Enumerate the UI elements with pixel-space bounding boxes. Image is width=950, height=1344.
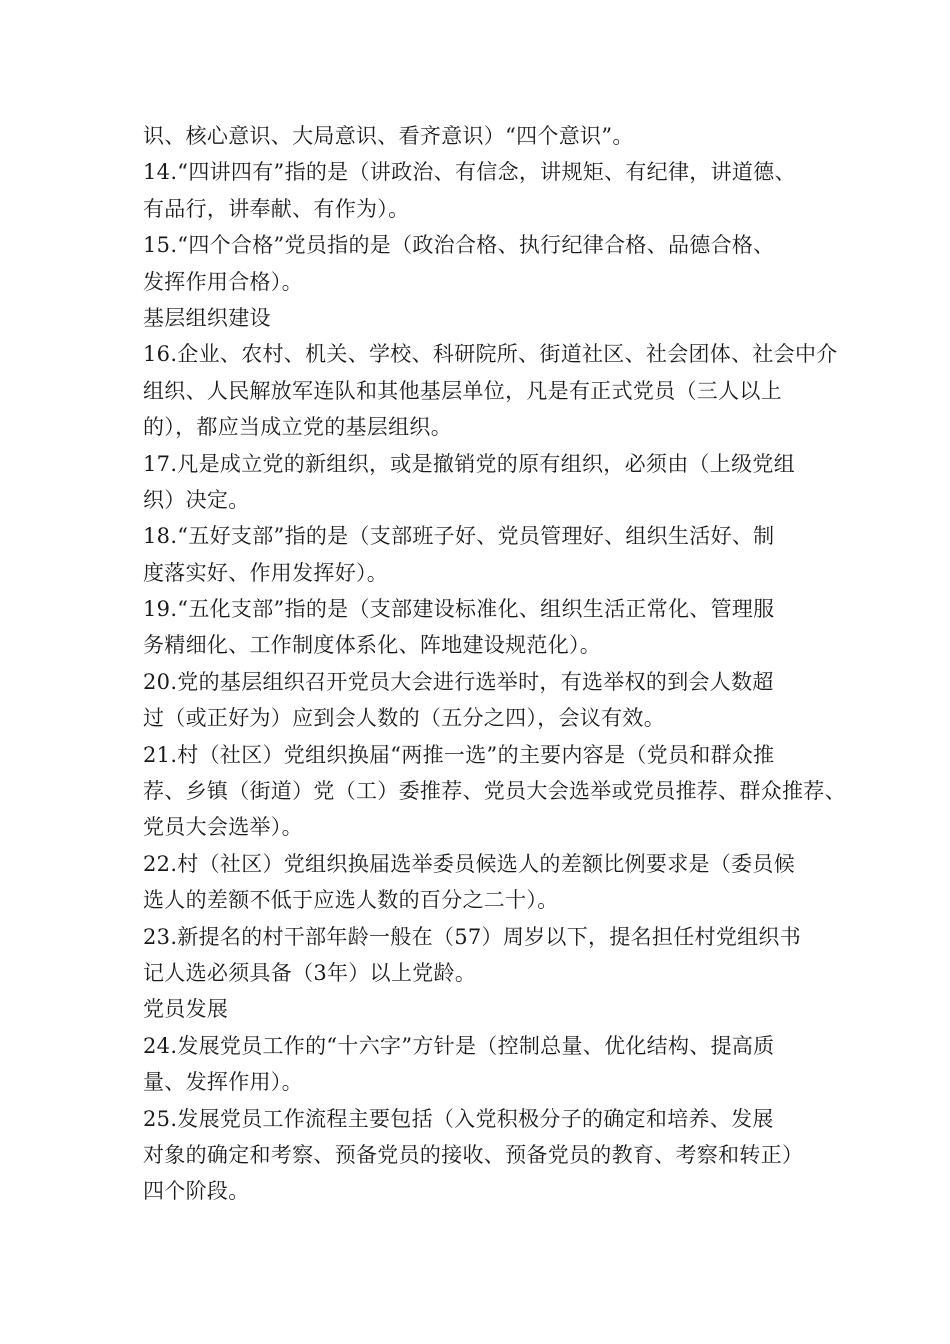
text-line: 18.“五好支部”指的是（支部班子好、党员管理好、组织生活好、制 bbox=[143, 524, 775, 549]
text-line: 荐、乡镇（街道）党（工）委推荐、党员大会选举或党员推荐、群众推荐、 bbox=[143, 779, 846, 804]
text-line: 组织、人民解放军连队和其他基层单位，凡是有正式党员（三人以上 bbox=[143, 378, 782, 403]
text-line: 17.凡是成立党的新组织，或是撤销党的原有组织，必须由（上级党组 bbox=[143, 451, 795, 476]
text-line: 23.新提名的村干部年龄一般在（57）周岁以下，提名担任村党组织书 bbox=[143, 924, 802, 949]
text-line: 识、核心意识、大局意识、看齐意识）“四个意识”。 bbox=[143, 124, 634, 148]
text-line: 度落实好、作用发挥好）。 bbox=[143, 560, 389, 585]
text-line: 的），都应当成立党的基层组织。 bbox=[143, 415, 452, 440]
text-line: 党员大会选举）。 bbox=[143, 815, 303, 840]
text-line: 选人的差额不低于应选人数的百分之二十）。 bbox=[143, 888, 559, 913]
section-heading: 党员发展 bbox=[143, 997, 229, 1022]
text-line: 务精细化、工作制度体系化、阵地建设规范化）。 bbox=[143, 633, 602, 658]
text-line: 24.发展党员工作的“十六字”方针是（控制总量、优化结构、提高质 bbox=[143, 1033, 775, 1058]
text-line: 四个阶段。 bbox=[143, 1179, 250, 1204]
text-line: 发挥作用合格）。 bbox=[143, 269, 303, 294]
text-line: 对象的确定和考察、预备党员的接收、预备党员的教育、考察和转正） bbox=[143, 1142, 804, 1167]
text-line: 14.“四讲四有”指的是（讲政治、有信念，讲规矩、有纪律，讲道德、 bbox=[143, 160, 796, 185]
text-line: 25.发展党员工作流程主要包括（入党积极分子的确定和培养、发展 bbox=[143, 1106, 774, 1131]
text-line: 19.“五化支部”指的是（支部建设标准化、组织生活正常化、管理服 bbox=[143, 597, 775, 622]
text-line: 记人选必须具备（3年）以上党龄。 bbox=[143, 960, 477, 985]
text-line: 15.“四个合格”党员指的是（政治合格、执行纪律合格、品德合格、 bbox=[143, 233, 775, 258]
text-line: 织）决定。 bbox=[143, 487, 250, 512]
text-line: 过（或正好为）应到会人数的（五分之四），会议有效。 bbox=[143, 706, 665, 731]
text-line: 有品行，讲奉献、有作为）。 bbox=[143, 196, 410, 221]
section-heading: 基层组织建设 bbox=[143, 305, 271, 330]
document-body bbox=[143, 118, 846, 1210]
text-line: 20.党的基层组织召开党员大会进行选举时，有选举权的到会人数超 bbox=[143, 669, 774, 694]
text-line: 量、发挥作用）。 bbox=[143, 1070, 303, 1095]
text-line: 22.村（社区）党组织换届选举委员候选人的差额比例要求是（委员候 bbox=[143, 851, 795, 876]
text-line: 21.村（社区）党组织换届“两推一选”的主要内容是（党员和群众推 bbox=[143, 742, 775, 767]
text-line: 16.企业、农村、机关、学校、科研院所、街道社区、社会团体、社会中介 bbox=[143, 342, 838, 367]
